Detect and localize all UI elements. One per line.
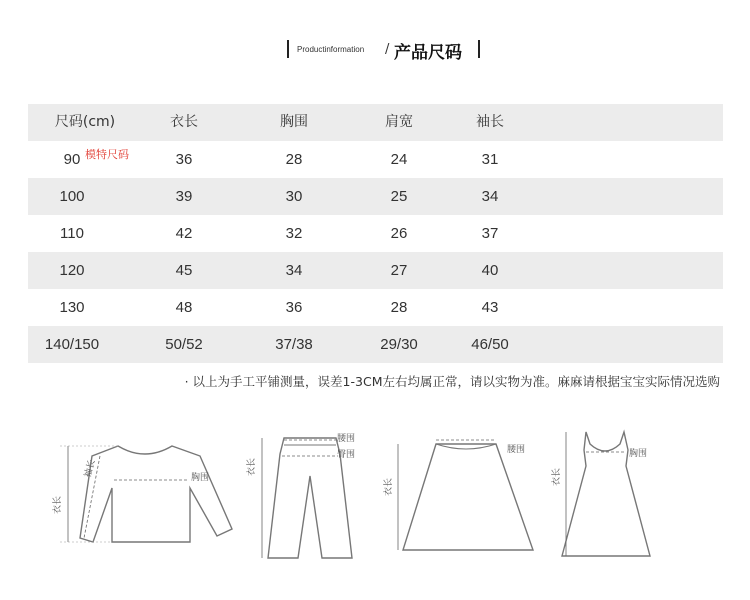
cell-shoulder: 26 [390,225,408,242]
cell-sleeve: 46/50 [471,336,509,353]
dress-diagram [550,432,650,556]
cell-sleeve: 37 [481,225,499,242]
cell-sleeve: 43 [481,299,499,316]
header-slash: / [385,42,390,57]
table-row [28,326,723,363]
skirt-waistband [436,444,496,449]
header-bar-right [478,40,480,58]
header-english: Productinformation [297,45,365,54]
top-diagram [51,446,232,542]
cell-size: 90 [63,151,81,168]
skirt-diagram [382,440,533,550]
header-title: 产品尺码 [394,43,462,63]
cell-length: 50/52 [165,336,203,353]
measurement-note: · 以上为手工平铺测量，误差1-3CM左右均属正常，请以实物为准。麻麻请根据宝宝实际情况选购 [184,374,720,389]
cell-size: 140/150 [44,336,100,353]
size-table [28,104,723,363]
table-row [28,141,723,178]
cell-chest: 37/38 [275,336,313,353]
table-header-row [28,104,723,141]
top-chest-label: 胸围 [191,473,210,483]
table-row [28,178,723,215]
pants-diagram [245,433,355,558]
cell-length: 48 [175,299,193,316]
cell-size: 120 [59,262,85,279]
cell-length: 42 [175,225,193,242]
cell-shoulder: 25 [390,188,408,205]
top-sleeve-label: 袖长 [83,458,98,479]
dress-chest-label: 胸围 [629,449,648,459]
skirt-length-label: 衣长 [384,477,394,496]
cell-chest: 30 [285,188,303,205]
measurement-diagrams [0,410,750,600]
table-row [28,252,723,289]
cell-sleeve: 31 [481,151,499,168]
cell-shoulder: 27 [390,262,408,279]
table-row [28,289,723,326]
column-header-size: 尺码(cm) [54,114,116,130]
cell-size: 110 [60,225,84,242]
cell-length: 45 [175,262,193,279]
cell-chest: 36 [285,299,303,316]
cell-chest: 34 [285,262,303,279]
model-size-note: 模特尺码 [85,148,129,161]
cell-sleeve: 34 [481,188,499,205]
table-row [28,215,723,252]
cell-chest: 28 [285,151,303,168]
cell-sleeve: 40 [481,262,499,279]
shirt-outline-icon [80,446,232,542]
cell-chest: 32 [285,225,303,242]
pants-hip-label: 臀围 [337,450,356,460]
column-header-shoulder: 肩宽 [385,114,413,130]
cell-length: 39 [175,188,193,205]
section-header [0,36,750,62]
header-bar-left [287,40,289,58]
skirt-outline-icon [403,444,533,550]
pants-length-label: 衣长 [247,457,257,476]
top-length-label: 衣长 [53,495,63,514]
pants-waist-label: 腰围 [337,434,356,444]
skirt-waist-label: 腰围 [507,445,526,455]
cell-shoulder: 24 [390,151,408,168]
cell-length: 36 [175,151,193,168]
column-header-length: 衣长 [170,114,198,130]
dress-length-label: 衣长 [552,467,562,486]
cell-shoulder: 28 [390,299,408,316]
cell-shoulder: 29/30 [380,336,418,353]
cell-size: 100 [59,188,85,205]
cell-size: 130 [59,299,85,316]
column-header-chest: 胸围 [280,114,308,130]
column-header-sleeve: 袖长 [476,114,504,130]
